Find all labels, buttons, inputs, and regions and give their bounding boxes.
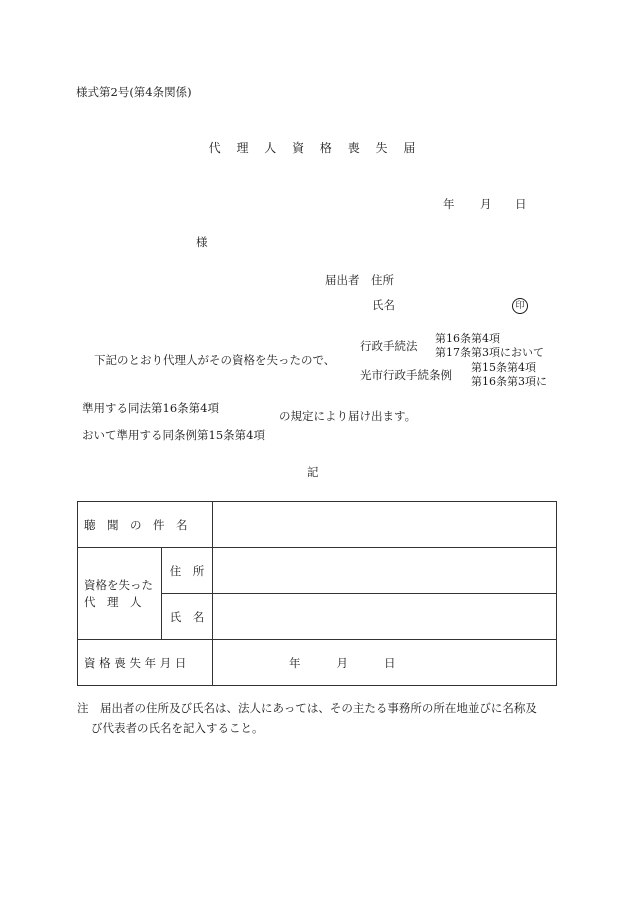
law2-clause-b: 第16条第3項に (471, 375, 547, 388)
table-row (78, 502, 557, 548)
ki-heading: 記 (307, 465, 319, 479)
loss-date-year: 年 (289, 655, 301, 670)
record-table (77, 501, 557, 686)
law1-clause-a: 第16条第4項 (435, 332, 500, 345)
loss-date-day: 日 (384, 655, 396, 670)
applicant-address-label: 届出者 住所 (325, 273, 394, 287)
provision-line-2: おいて準用する同条例第15条第4項 (82, 428, 265, 442)
table-row (78, 548, 557, 594)
note-line-2: び代表者の氏名を記入すること。 (91, 721, 264, 735)
agent-name-label: 氏 名 (162, 594, 213, 640)
table-row (78, 640, 557, 686)
seal-mark: 印 (512, 298, 528, 314)
loss-date-month: 月 (336, 655, 348, 670)
date-day-label: 日 (515, 197, 527, 211)
applicant-name-label: 氏名 (372, 298, 395, 312)
agent-address-label: 住 所 (162, 548, 213, 594)
note-line-1: 注 届出者の住所及び氏名は、法人にあっては、その主たる事務所の所在地並びに名称及 (77, 701, 537, 715)
law2-clause-a: 第15条第4項 (471, 361, 536, 374)
law2-name: 光市行政手続条例 (360, 368, 452, 382)
loss-date-label: 資 格 喪 失 年 月 日 (78, 640, 213, 686)
main-statement: 下記のとおり代理人がその資格を失ったので、 (94, 353, 336, 367)
provision-line-1: 準用する同法第16条第4項 (82, 401, 219, 415)
notes (77, 698, 557, 738)
loss-date-field[interactable] (213, 640, 557, 686)
document-title: 代 理 人 資 格 喪 失 届 (208, 141, 422, 155)
hearing-case-label: 聴 聞 の 件 名 (78, 502, 213, 548)
hearing-case-field[interactable] (213, 502, 557, 548)
form-number: 様式第2号(第4条関係) (76, 85, 192, 99)
date-month-label: 月 (480, 197, 492, 211)
addressee-suffix: 様 (196, 235, 208, 249)
agent-name-field[interactable] (213, 594, 557, 640)
provision-end: の規定により届け出ます。 (279, 409, 417, 423)
law1-clause-b: 第17条第3項において (435, 346, 544, 359)
lost-agent-label: 資格を失った 代 理 人 (78, 548, 162, 640)
date-year-label: 年 (443, 197, 455, 211)
law1-name: 行政手続法 (360, 339, 418, 353)
agent-address-field[interactable] (213, 548, 557, 594)
